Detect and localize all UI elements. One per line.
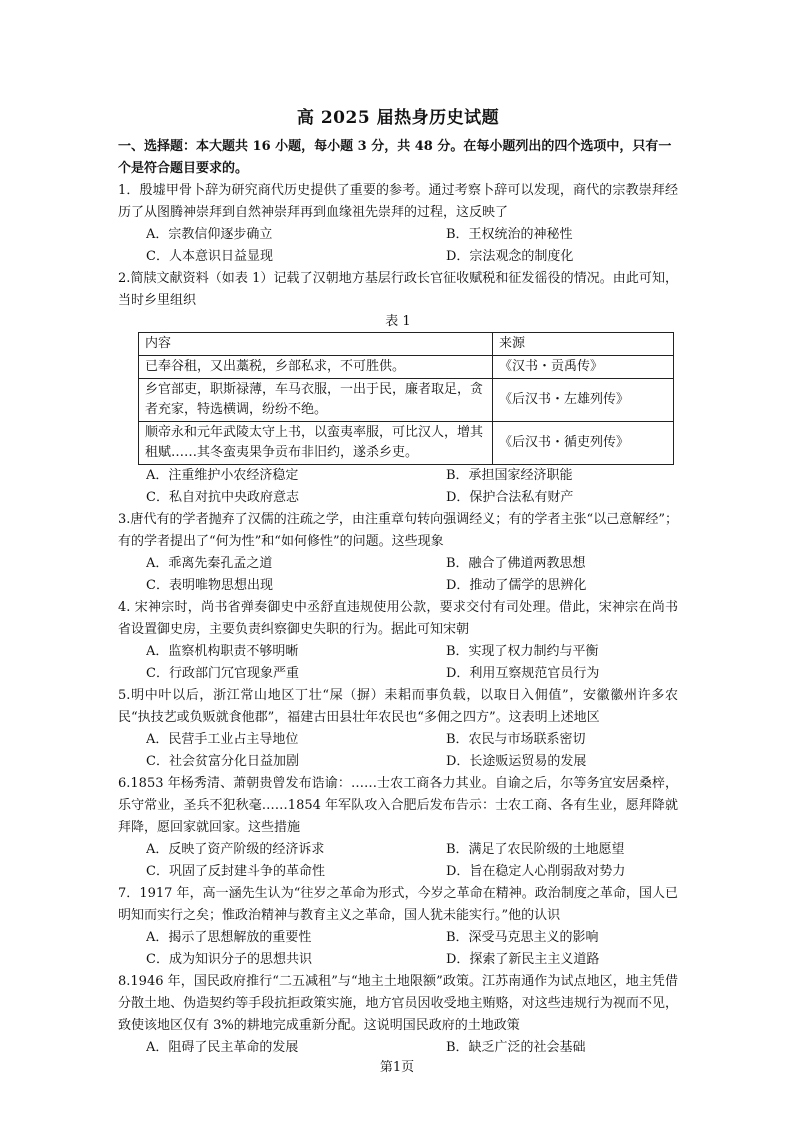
table-row xyxy=(139,422,674,465)
question-7-options xyxy=(118,927,678,971)
question-4-stem: 4. 宋神宗时，尚书省弹奏御史中丞舒直违规使用公款，要求交付有司处理。借此，宋神宗在尚书省设置御史房，主要负责纠察御史失职的行为。据此可知宋朝 xyxy=(118,600,678,637)
option-d: D．旨在稳定人心削弱敌对势力 xyxy=(446,864,626,879)
table-caption: 表 1 xyxy=(385,314,411,329)
question-5-stem: 5.明中叶以后，浙江常山地区丁壮“屎（摒）耒耜而事负载，以取日入佣值”，安徽徽州许多农民“执技艺或负贩就食他郡”，福建古田县壮年农民也“多佣之四方”。这表明上述地区 xyxy=(118,688,678,725)
option-b: B．深受马克思主义的影响 xyxy=(446,930,599,945)
option-d: D．保护合法私有财产 xyxy=(446,490,574,505)
option-b: B．王权统治的神秘性 xyxy=(446,227,573,242)
table-row xyxy=(139,379,674,422)
option-c: C．行政部门冗官现象严重 xyxy=(146,666,299,681)
question-6-options xyxy=(118,839,678,883)
question-1-options xyxy=(118,224,678,268)
option-c: C．私自对抗中央政府意志 xyxy=(146,490,299,505)
option-c: C．人本意识日益显现 xyxy=(146,249,273,264)
question-8-stem: 8.1946 年，国民政府推行“二五减租”与“地主土地限额”政策。江苏南通作为试点地区，地主凭借分散土地、伪造契约等手段抗拒政策实施，地方官员因收受地主贿赂，对这些违规行为视而不见，致使该地区仅有 3%的耕地完成重新分配。这说明国民政府的土地政策 xyxy=(118,974,678,1033)
option-d: D．探索了新民主主义道路 xyxy=(446,952,600,967)
question-4-options xyxy=(118,641,678,685)
option-b: B．缺乏广泛的社会基础 xyxy=(446,1040,586,1055)
header-content: 内容 xyxy=(139,333,493,356)
cell-source: 《后汉书・循吏列传》 xyxy=(493,422,674,465)
option-b: B．融合了佛道两教思想 xyxy=(446,556,586,571)
option-b: B．承担国家经济职能 xyxy=(446,468,573,483)
cell-source: 《汉书・贡禹传》 xyxy=(493,356,674,379)
question-5-options xyxy=(118,729,678,773)
option-d: D．推动了儒学的思辨化 xyxy=(446,578,587,593)
option-c: C．巩固了反封建斗争的革命性 xyxy=(146,864,325,879)
cell-source: 《后汉书・左雄列传》 xyxy=(493,379,674,422)
option-a: A．乖离先秦孔孟之道 xyxy=(146,556,273,571)
option-d: D．长途贩运贸易的发展 xyxy=(446,754,587,769)
option-a: A．反映了资产阶级的经济诉求 xyxy=(146,842,325,857)
table-header-row xyxy=(139,333,674,356)
option-b: B．实现了权力制约与平衡 xyxy=(446,644,599,659)
option-c: C．成为知识分子的思想共识 xyxy=(146,952,312,967)
question-6-stem: 6.1853 年杨秀清、萧朝贵曾发布诰谕：……士农工商各力其业。自谕之后，尔等务宜安居桑梓，乐守常业，圣兵不犯秋毫……1854 年军队攻入合肥后发布告示：士农工商、各有生业，愿拜降就拜降，愿回家就回家。这些措施 xyxy=(118,776,678,835)
option-a: A．注重维护小农经济稳定 xyxy=(146,468,299,483)
question-3-stem: 3.唐代有的学者抛弃了汉儒的注疏之学，由注重章句转向强调经义；有的学者主张“以己意解经”；有的学者提出了“何为性”和“如何修性”的问题。这些现象 xyxy=(118,512,678,549)
header-source: 来源 xyxy=(493,333,674,356)
option-a: A．宗教信仰逐步确立 xyxy=(146,227,273,242)
cell-content: 已奉谷租，又出藁税，乡部私求，不可胜供。 xyxy=(139,356,493,379)
question-2-options xyxy=(118,465,678,509)
option-a: A．揭示了思想解放的重要性 xyxy=(146,930,312,945)
option-c: C．表明唯物思想出现 xyxy=(146,578,273,593)
exam-page xyxy=(118,103,678,1059)
option-a: A．阻碍了民主革命的发展 xyxy=(146,1040,299,1055)
option-c: C．社会贫富分化日益加剧 xyxy=(146,754,299,769)
option-a: A．监察机构职责不够明晰 xyxy=(146,644,299,659)
page-number: 第1页 xyxy=(379,1060,415,1075)
option-b: B．满足了农民阶级的土地愿望 xyxy=(446,842,625,857)
question-2-stem: 2.简牍文献资料（如表 1）记载了汉朝地方基层行政长官征收赋税和征发徭役的情况。由此可知，当时乡里组织 xyxy=(118,271,678,308)
question-1-stem: 1．殷墟甲骨卜辞为研究商代历史提供了重要的参考。通过考察卜辞可以发现，商代的宗教崇拜经历了从图腾神崇拜到自然神崇拜再到血缘祖先崇拜的过程，这反映了 xyxy=(118,183,678,220)
cell-content: 顺帝永和元年武陵太守上书，以蛮夷率服，可比汉人，增其租赋……其冬蛮夷果争贡布非旧约，遂杀乡吏。 xyxy=(139,422,493,465)
option-a: A．民营手工业占主导地位 xyxy=(146,732,299,747)
option-b: B．农民与市场联系密切 xyxy=(446,732,586,747)
section-heading: 一、选择题：本大题共 16 小题，每小题 3 分，共 48 分。在每小题列出的四个选项中，只有一个是符合题目要求的。 xyxy=(118,139,672,176)
cell-content: 乡官部吏，职斯禄薄，车马衣服，一出于民，廉者取足，贪者充家，特选横调，纷纷不绝。 xyxy=(139,379,493,422)
table-row xyxy=(139,356,674,379)
option-d: D．利用互察规范官员行为 xyxy=(446,666,600,681)
question-3-options xyxy=(118,553,678,597)
question-7-stem: 7．1917 年，高一涵先生认为“往岁之革命为形式，今岁之革命在精神。政治制度之革命，国人已明知而实行之矣；惟政治精神与教育主义之革命，国人犹未能实行。”他的认识 xyxy=(118,886,678,923)
page-title: 高 2025 届热身历史试题 xyxy=(296,108,500,128)
source-table xyxy=(138,332,674,465)
option-d: D．宗法观念的制度化 xyxy=(446,249,574,264)
